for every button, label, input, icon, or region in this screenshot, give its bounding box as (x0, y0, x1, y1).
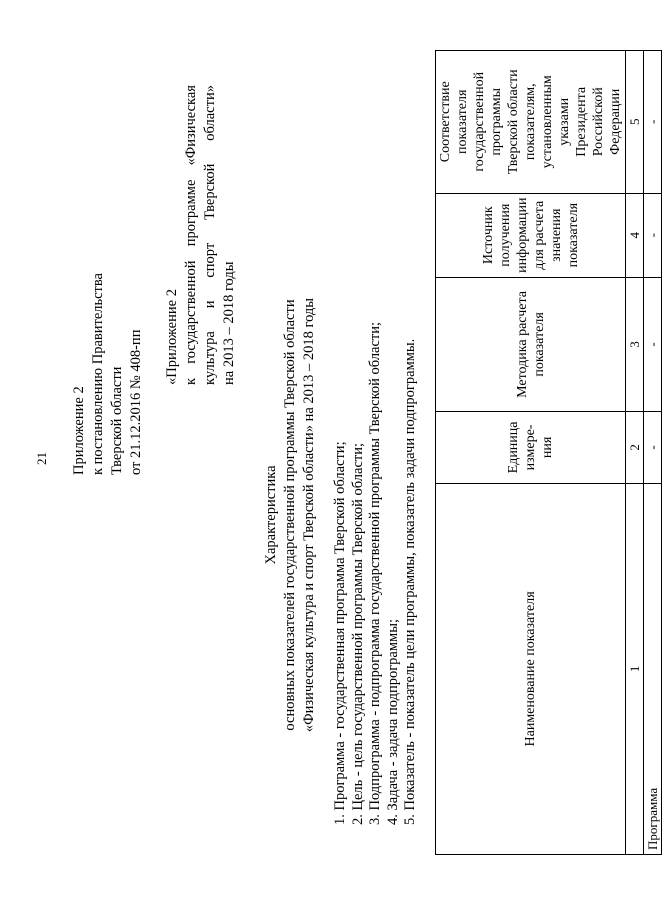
definitions-list (332, 322, 420, 825)
column-number: 1 (626, 483, 644, 854)
appendix-line: к постановлению Правительства (90, 273, 106, 475)
document-title (262, 265, 319, 765)
row-unit: - (644, 412, 662, 484)
quote-line-justified: культура и спорт Тверской области» (202, 85, 218, 385)
row-source: - (644, 193, 662, 277)
header-unit: Единица измере- ния (436, 412, 626, 484)
header-indicator-name: Наименование показателя (436, 483, 626, 854)
definition-item: 3. Подпрограмма - подпрограмма государственной программы Тверской области; (367, 321, 383, 825)
quote-line: на 2013 – 2018 годы (221, 261, 237, 385)
page-number: 21 (34, 452, 49, 465)
row-indicator-name: Программа (644, 483, 662, 854)
appendix-line: Тверской области (109, 366, 125, 475)
header-compliance: Соответствие показателя государственной программы Тверской области показателям, установленным указами Президента Российской Федерации (436, 51, 626, 194)
table-header-row (436, 51, 626, 855)
title-line: Характеристика (263, 465, 279, 565)
table-row (644, 51, 662, 855)
quote-line-justified: к государственной программе «Физическая (183, 85, 199, 385)
definition-item: 1. Программа - государственная программа Тверской области; (332, 441, 348, 825)
appendix-line: от 21.12.2016 № 408-пп (128, 329, 144, 475)
appendix-header (70, 273, 146, 475)
column-number: 4 (626, 193, 644, 277)
title-line: «Физическая культура и спорт Тверской области» на 2013 – 2018 годы (301, 297, 317, 733)
definition-item: 4. Задача - задача подпрограммы; (384, 619, 401, 825)
definition-item: 2. Цель - цель государственной программы Тверской области; (349, 442, 366, 825)
appendix-line: Приложение 2 (71, 386, 87, 475)
row-method: - (644, 277, 662, 411)
quoted-appendix-header (163, 85, 239, 385)
title-line: основных показателей государственной программы Тверской области (282, 299, 298, 731)
definition-item: 5. Показатель - показатель цели программы, показатель задачи подпрограммы. (402, 338, 418, 825)
header-source: Источник получения информации для расчета значения показателя (436, 193, 626, 277)
column-number: 3 (626, 277, 644, 411)
row-compliance: - (644, 51, 662, 194)
table-column-numbers-row (626, 51, 644, 855)
column-number: 5 (626, 51, 644, 194)
quote-line: «Приложение 2 (164, 289, 180, 385)
indicators-table (435, 50, 662, 855)
column-number: 2 (626, 412, 644, 484)
header-method: Методика расчета показателя (436, 277, 626, 411)
